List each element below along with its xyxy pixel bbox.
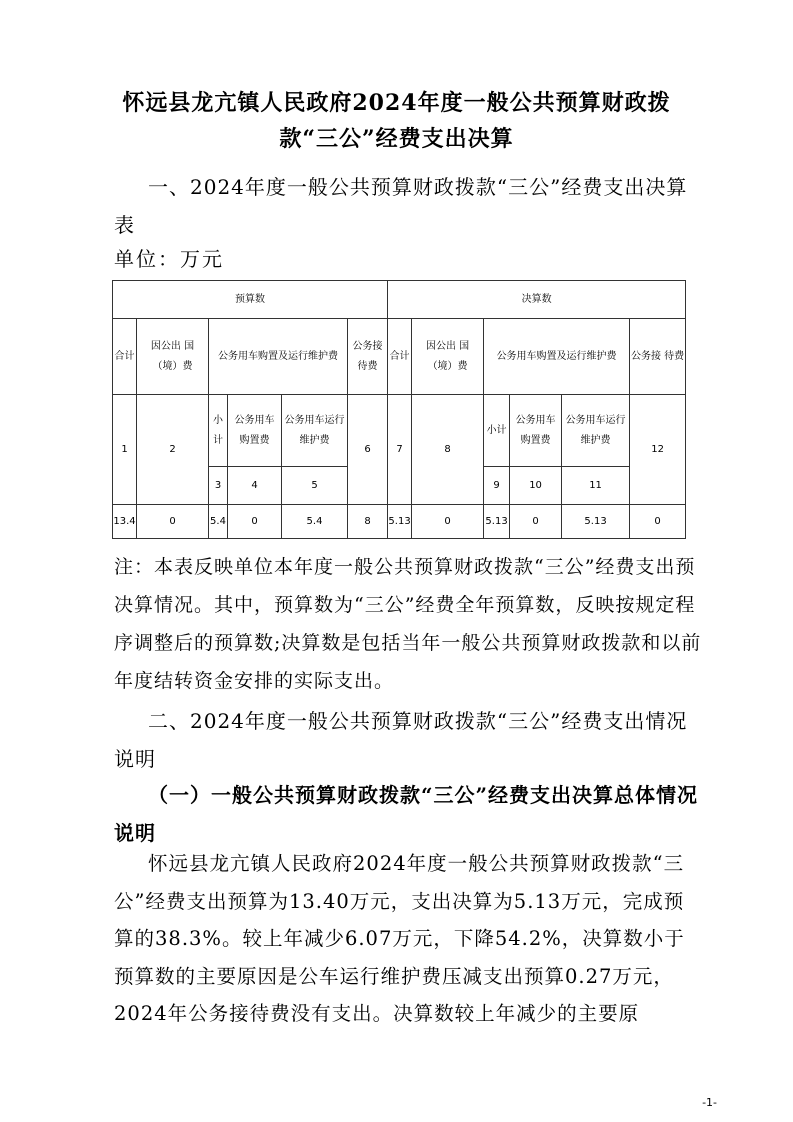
body-paragraph: 怀远县龙亢镇人民政府2024年度一般公共预算财政拨款“三公”经费支出预算为13.40万元，支出决算为5.13万元，完成预算的38.3%。较上年减少6.07万元，下降54.2%，决算数小于预算数的主要原因是公车运行维护费压减支出预算0.27万元，2024年公务接待费没有支出。决算数较上年减少的主要原	[114, 852, 685, 1025]
header-final-purchase: 公务用车 购置费	[510, 395, 562, 467]
unit-label: 单位：万元	[114, 247, 224, 271]
header-final-group: 决算数	[388, 281, 686, 319]
document-title-line1: 怀远县龙亢镇人民政府2024年度一般公共预算财政拨	[122, 90, 671, 116]
budget-value-reception: 8	[348, 505, 388, 539]
index-cell: 6	[348, 395, 388, 505]
header-budget-subtotal: 小计	[209, 395, 228, 467]
header-budget-abroad: 因公出 国 （境）费	[137, 319, 209, 395]
index-cell: 1	[113, 395, 137, 505]
header-budget-operation: 公务用车运行 维护费	[282, 395, 348, 467]
budget-value-total: 13.4	[113, 505, 137, 539]
index-cell: 5	[282, 467, 348, 505]
final-value-abroad: 0	[412, 505, 484, 539]
header-budget-total: 合计	[113, 319, 137, 395]
final-value-total: 5.13	[388, 505, 412, 539]
section2-heading: 二、2024年度一般公共预算财政拨款“三公”经费支出情况说明	[114, 709, 688, 771]
document-title-line2: 款“三公”经费支出决算	[279, 126, 514, 152]
final-value-reception: 0	[630, 505, 686, 539]
index-cell: 3	[209, 467, 228, 505]
header-final-vehicle: 公务用车购置及运行维护费	[484, 319, 630, 395]
final-value-operation: 5.13	[562, 505, 630, 539]
index-cell: 9	[484, 467, 510, 505]
header-budget-purchase: 公务用车 购置费	[228, 395, 282, 467]
index-cell: 2	[137, 395, 209, 505]
header-final-subtotal: 小计	[484, 395, 510, 467]
final-value-subtotal: 5.13	[484, 505, 510, 539]
index-cell: 10	[510, 467, 562, 505]
budget-value-purchase: 0	[228, 505, 282, 539]
table-note: 注：本表反映单位本年度一般公共预算财政拨款“三公”经费支出预决算情况。其中，预算数为“三公”经费全年预算数，反映按规定程序调整后的预算数;决算数是包括当年一般公共预算财政拨款和以前年度结转资金安排的实际支出。	[114, 556, 702, 692]
header-final-reception: 公务接 待费	[630, 319, 686, 395]
index-cell: 8	[412, 395, 484, 505]
header-final-abroad: 因公出 国 （境）费	[412, 319, 484, 395]
index-cell: 12	[630, 395, 686, 505]
budget-value-abroad: 0	[137, 505, 209, 539]
subsection1-heading: （一）一般公共预算财政拨款“三公”经费支出决算总体情况说明	[114, 783, 699, 845]
final-value-purchase: 0	[510, 505, 562, 539]
header-final-operation: 公务用车运行 维护费	[562, 395, 630, 467]
header-final-total: 合计	[388, 319, 412, 395]
budget-value-operation: 5.4	[282, 505, 348, 539]
index-cell: 11	[562, 467, 630, 505]
header-budget-group: 预算数	[113, 281, 388, 319]
header-budget-reception: 公务接 待费	[348, 319, 388, 395]
section1-heading: 一、2024年度一般公共预算财政拨款“三公”经费支出决算表	[114, 175, 688, 237]
budget-value-subtotal: 5.4	[209, 505, 228, 539]
page-number: -1-	[702, 1096, 717, 1109]
header-budget-vehicle: 公务用车购置及运行维护费	[209, 319, 348, 395]
three-public-expenses-table	[112, 280, 686, 539]
index-cell: 7	[388, 395, 412, 505]
index-cell: 4	[228, 467, 282, 505]
